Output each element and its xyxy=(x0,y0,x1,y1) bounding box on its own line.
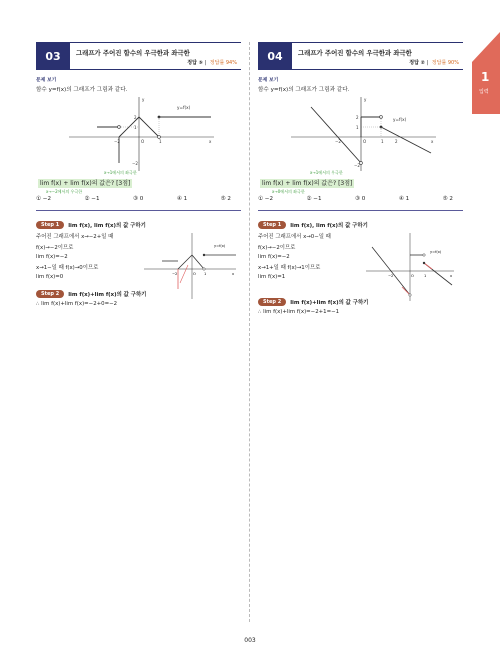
answer-label: 정답 ⑤ xyxy=(187,60,203,66)
choice-3[interactable]: ③ 0 xyxy=(133,196,144,202)
svg-text:1: 1 xyxy=(158,139,162,144)
svg-text:y: y xyxy=(141,97,144,102)
column-divider xyxy=(249,42,250,622)
choice-4[interactable]: ④ 1 xyxy=(398,196,410,202)
chapter-label: 입력 xyxy=(479,89,489,95)
answer-choices xyxy=(258,196,463,202)
step1-line: lim f(x)=−2 xyxy=(258,254,290,260)
correct-rate: 정답률 90% xyxy=(431,60,459,66)
correct-rate: 정답률 94% xyxy=(209,60,237,66)
step1-line: 주어진 그래프에서 x→0−일 때 xyxy=(258,234,331,240)
svg-text:2: 2 xyxy=(394,139,398,144)
step1-line: f(x)→−2이므로 xyxy=(36,245,74,251)
step1-graph xyxy=(366,231,456,303)
step1-section xyxy=(258,221,463,280)
step1-graph-label: y=f(x) xyxy=(214,244,226,248)
choice-1[interactable]: ① −2 xyxy=(258,196,274,202)
svg-text:1: 1 xyxy=(380,139,384,144)
graph-label: y=f(x) xyxy=(392,117,406,122)
step2-badge: Step 2 xyxy=(258,298,286,306)
step1-line: f(x)→−2이므로 xyxy=(258,245,296,251)
problem-header: 03 그래프가 주어진 함수의 우극한과 좌극한 정답 ⑤ | 정답률 94% xyxy=(36,42,241,70)
svg-text:−2: −2 xyxy=(388,274,394,278)
note-bottom: x→−2에서의 우극한 xyxy=(46,189,83,194)
problem-number: 03 xyxy=(36,42,70,70)
svg-text:−2: −2 xyxy=(172,272,178,276)
step1-badge: Step 1 xyxy=(258,221,286,229)
step1-title: lim f(x), lim f(x)의 값 구하기 xyxy=(68,223,146,229)
problem-title: 그래프가 주어진 함수의 우극한과 좌극한 xyxy=(76,49,190,57)
problem-number: 04 xyxy=(258,42,292,70)
section-divider xyxy=(258,210,463,211)
svg-text:1: 1 xyxy=(133,125,137,130)
step1-line: 주어진 그래프에서 x→−2+일 때 xyxy=(36,234,114,240)
step2-line: ∴ lim f(x)+lim f(x)=−2+1=−1 xyxy=(258,309,340,315)
svg-text:−2: −2 xyxy=(131,161,138,166)
choice-2[interactable]: ② −1 xyxy=(306,196,322,202)
limit-question xyxy=(36,170,241,194)
step1-line: lim f(x)=−2 xyxy=(36,254,68,260)
note-top: x→1에서의 우극한 xyxy=(310,170,343,175)
svg-text:O: O xyxy=(193,272,196,276)
step2-badge: Step 2 xyxy=(36,290,64,298)
step1-line: lim f(x)=1 xyxy=(258,274,286,280)
svg-text:2: 2 xyxy=(355,115,359,120)
choice-5[interactable]: ⑤ 2 xyxy=(442,196,453,202)
question-text: 함수 y=f(x)의 그래프가 그림과 같다. xyxy=(36,87,128,93)
limit-question xyxy=(258,170,463,194)
question-text: 함수 y=f(x)의 그래프가 그림과 같다. xyxy=(258,87,350,93)
svg-text:O: O xyxy=(411,274,414,278)
step2-title: lim f(x)+lim f(x)의 값 구하기 xyxy=(290,300,369,306)
answer-label: 정답 ② xyxy=(409,60,425,66)
choice-5[interactable]: ⑤ 2 xyxy=(220,196,231,202)
step1-graph-label: y=f(x) xyxy=(430,250,442,254)
problem-header: 04 그래프가 주어진 함수의 우극한과 좌극한 정답 ② | 정답률 90% xyxy=(258,42,463,70)
choice-4[interactable]: ④ 1 xyxy=(176,196,188,202)
answer-choices xyxy=(36,196,241,202)
svg-text:1: 1 xyxy=(355,125,359,130)
svg-text:−2: −2 xyxy=(334,139,341,144)
function-graph xyxy=(59,93,219,173)
choice-1[interactable]: ① −2 xyxy=(36,196,52,202)
question-label: 문제 보기 xyxy=(258,78,279,83)
limit-expression: lim f(x) + lim f(x)의 값은? [3점] xyxy=(40,180,131,187)
svg-text:O: O xyxy=(362,139,366,144)
svg-text:x: x xyxy=(450,274,453,278)
section-divider xyxy=(36,210,241,211)
svg-text:x: x xyxy=(232,272,235,276)
svg-text:1: 1 xyxy=(204,272,207,276)
svg-text:2: 2 xyxy=(133,115,137,120)
page-number: 003 xyxy=(244,637,256,644)
svg-text:x: x xyxy=(208,139,211,144)
svg-text:O: O xyxy=(140,139,144,144)
note-top: x→1에서의 좌극한 xyxy=(104,170,137,175)
svg-text:1: 1 xyxy=(424,274,427,278)
svg-text:x: x xyxy=(430,139,433,144)
svg-text:−2: −2 xyxy=(113,139,120,144)
step2-line: ∴ lim f(x)+lim f(x)=−2+0=−2 xyxy=(36,301,118,307)
step1-line: x→1−일 때 f(x)→0이므로 xyxy=(36,265,99,271)
step1-title: lim f(x), lim f(x)의 값 구하기 xyxy=(290,223,368,229)
svg-text:y: y xyxy=(363,97,366,102)
problem-title: 그래프가 주어진 함수의 우극한과 좌극한 xyxy=(298,49,412,57)
choice-3[interactable]: ③ 0 xyxy=(355,196,366,202)
graph-label: y=f(x) xyxy=(176,105,190,110)
chapter-number: 1 xyxy=(481,70,490,84)
question-label: 문제 보기 xyxy=(36,78,57,83)
step1-line: x→1+일 때 f(x)→1이므로 xyxy=(258,265,321,271)
step1-badge: Step 1 xyxy=(36,221,64,229)
note-bottom: x→0에서의 좌극한 xyxy=(272,189,305,194)
choice-2[interactable]: ② −1 xyxy=(84,196,100,202)
step2-section xyxy=(258,298,463,315)
problem-04 xyxy=(258,42,463,315)
chapter-tab xyxy=(472,32,500,114)
step1-section xyxy=(36,221,241,280)
problem-03 xyxy=(36,42,241,307)
step2-title: lim f(x)+lim f(x)의 값 구하기 xyxy=(68,292,147,298)
function-graph xyxy=(281,93,441,173)
svg-text:−2: −2 xyxy=(353,163,360,168)
limit-expression: lim f(x) + lim f(x)의 값은? [3점] xyxy=(262,180,353,187)
step2-section xyxy=(36,290,241,307)
step1-line: lim f(x)=0 xyxy=(36,274,64,280)
